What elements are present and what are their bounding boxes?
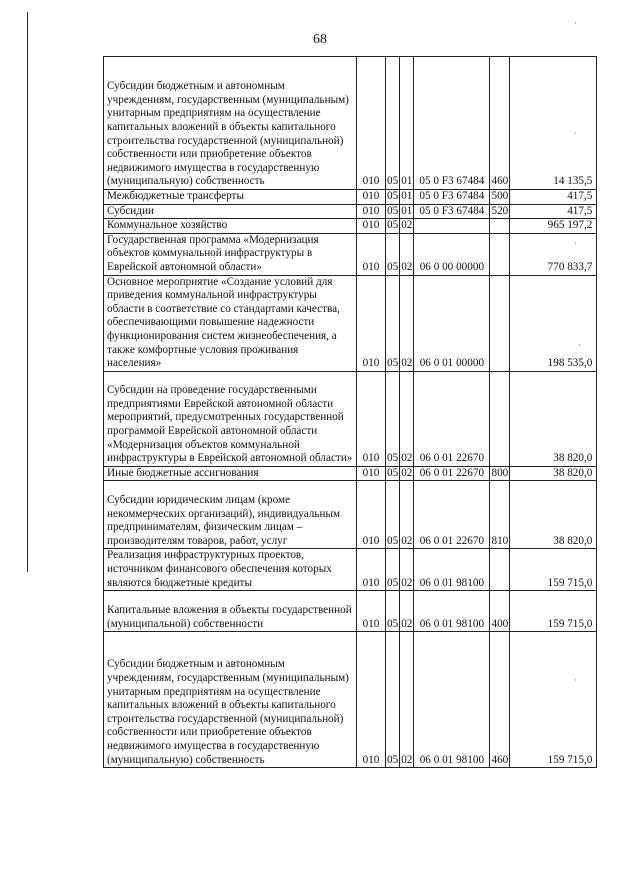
cell-amount: 417,5	[510, 204, 597, 219]
cell-name: Коммунальное хозяйство	[104, 219, 357, 234]
cell-section: 05	[386, 233, 400, 275]
budget-table	[103, 56, 597, 768]
cell-ministry: 010	[357, 57, 386, 190]
cell-program: 06 0 01 22670	[414, 371, 490, 466]
cell-section: 05	[386, 549, 400, 591]
cell-program: 06 0 01 98100	[414, 632, 490, 768]
cell-vr: 460	[490, 632, 510, 768]
cell-vr	[490, 549, 510, 591]
cell-section: 05	[386, 481, 400, 549]
cell-subsection: 02	[400, 591, 414, 632]
cell-name: Основное мероприятие «Создание условий для приведения коммунальной инфраструктуры области в соответствие со стандартами качества, обеспечивающими повышение надежности функционирования систем жизнеобеспечения, а также комфортные условия проживания населения»	[104, 275, 357, 371]
scan-speck: ·	[574, 18, 577, 28]
cell-program: 06 0 01 22670	[414, 466, 490, 481]
cell-ministry: 010	[357, 632, 386, 768]
cell-vr: 810	[490, 481, 510, 549]
table-row	[104, 481, 597, 549]
scan-speck: ·	[578, 340, 581, 350]
cell-program: 06 0 00 00000	[414, 233, 490, 275]
scan-speck: ·	[574, 128, 577, 138]
table-row	[104, 219, 597, 234]
cell-ministry: 010	[357, 275, 386, 371]
cell-program: 06 0 01 98100	[414, 549, 490, 591]
table-row	[104, 591, 597, 632]
cell-section: 05	[386, 219, 400, 234]
binding-margin-line	[27, 12, 28, 572]
cell-name: Государственная программа «Модернизация объектов коммунальной инфраструктуры в Еврейской автономной области»	[104, 233, 357, 275]
cell-subsection: 02	[400, 233, 414, 275]
cell-vr: 400	[490, 591, 510, 632]
table-row	[104, 233, 597, 275]
cell-amount: 38 820,0	[510, 466, 597, 481]
scan-speck: ·	[574, 238, 577, 248]
table-row	[104, 549, 597, 591]
table-row	[104, 204, 597, 219]
cell-ministry: 010	[357, 233, 386, 275]
cell-ministry: 010	[357, 549, 386, 591]
cell-ministry: 010	[357, 204, 386, 219]
cell-name: Субсидии	[104, 204, 357, 219]
cell-amount: 38 820,0	[510, 481, 597, 549]
cell-subsection: 02	[400, 371, 414, 466]
cell-program	[414, 219, 490, 234]
cell-subsection: 02	[400, 481, 414, 549]
cell-name: Межбюджетные трансферты	[104, 190, 357, 205]
cell-subsection: 02	[400, 275, 414, 371]
cell-subsection: 02	[400, 466, 414, 481]
cell-section: 05	[386, 190, 400, 205]
cell-amount: 159 715,0	[510, 591, 597, 632]
cell-amount: 417,5	[510, 190, 597, 205]
cell-name: Капитальные вложения в объекты государственной (муниципальной) собственности	[104, 591, 357, 632]
cell-vr	[490, 219, 510, 234]
table-row	[104, 190, 597, 205]
cell-name: Субсидии юридическим лицам (кроме некоммерческих организаций), индивидуальным предпринимателям, физическим лицам – производителям товаров, работ, услуг	[104, 481, 357, 549]
cell-subsection: 02	[400, 219, 414, 234]
cell-program: 06 0 01 00000	[414, 275, 490, 371]
cell-section: 05	[386, 591, 400, 632]
cell-amount: 159 715,0	[510, 549, 597, 591]
cell-amount: 198 535,0	[510, 275, 597, 371]
cell-program: 06 0 01 22670	[414, 481, 490, 549]
cell-ministry: 010	[357, 481, 386, 549]
cell-section: 05	[386, 275, 400, 371]
table-row	[104, 632, 597, 768]
cell-section: 05	[386, 371, 400, 466]
cell-section: 05	[386, 632, 400, 768]
cell-vr: 520	[490, 204, 510, 219]
cell-subsection: 01	[400, 57, 414, 190]
cell-ministry: 010	[357, 466, 386, 481]
cell-subsection: 01	[400, 190, 414, 205]
table-row	[104, 371, 597, 466]
cell-vr	[490, 371, 510, 466]
table-row	[104, 275, 597, 371]
cell-amount: 14 135,5	[510, 57, 597, 190]
cell-section: 05	[386, 57, 400, 190]
cell-amount: 770 833,7	[510, 233, 597, 275]
cell-program: 06 0 01 98100	[414, 591, 490, 632]
cell-vr: 460	[490, 57, 510, 190]
cell-subsection: 01	[400, 204, 414, 219]
cell-name: Субсидии на проведение государственными предприятиями Еврейской автономной области мероприятий, предусмотренных государственной программой Еврейской автономной области «Модернизация объектов коммунальной инфраструктуры в Еврейской автономной области»	[104, 371, 357, 466]
cell-program: 05 0 F3 67484	[414, 204, 490, 219]
cell-ministry: 010	[357, 190, 386, 205]
cell-vr	[490, 275, 510, 371]
page-number: 68	[313, 32, 327, 47]
cell-ministry: 010	[357, 371, 386, 466]
cell-program: 05 0 F3 67484	[414, 190, 490, 205]
cell-vr: 800	[490, 466, 510, 481]
cell-name: Реализация инфраструктурных проектов, источником финансового обеспечения которых являются бюджетные кредиты	[104, 549, 357, 591]
cell-section: 05	[386, 466, 400, 481]
cell-section: 05	[386, 204, 400, 219]
cell-name: Субсидии бюджетным и автономным учреждениям, государственным (муниципальным) унитарным предприятиям на осуществление капитальных вложений в объекты капитального строительства государственной (муниципальной) собственности или приобретение объектов недвижимого имущества в государственную (муниципальную) собственность	[104, 57, 357, 190]
cell-subsection: 02	[400, 632, 414, 768]
cell-name: Иные бюджетные ассигнования	[104, 466, 357, 481]
cell-program: 05 0 F3 67484	[414, 57, 490, 190]
cell-ministry: 010	[357, 219, 386, 234]
cell-amount: 38 820,0	[510, 371, 597, 466]
table-row	[104, 57, 597, 190]
cell-vr: 500	[490, 190, 510, 205]
cell-ministry: 010	[357, 591, 386, 632]
budget-table-body	[104, 57, 597, 768]
cell-amount: 159 715,0	[510, 632, 597, 768]
cell-name: Субсидии бюджетным и автономным учреждениям, государственным (муниципальным) унитарным предприятиям на осуществление капитальных вложений в объекты капитального строительства государственной (муниципальной) собственности или приобретение объектов недвижимого имущества в государственную (муниципальную) собственность	[104, 632, 357, 768]
scan-speck: ·	[574, 675, 577, 685]
cell-vr	[490, 233, 510, 275]
table-row	[104, 466, 597, 481]
cell-subsection: 02	[400, 549, 414, 591]
cell-amount: 965 197,2	[510, 219, 597, 234]
